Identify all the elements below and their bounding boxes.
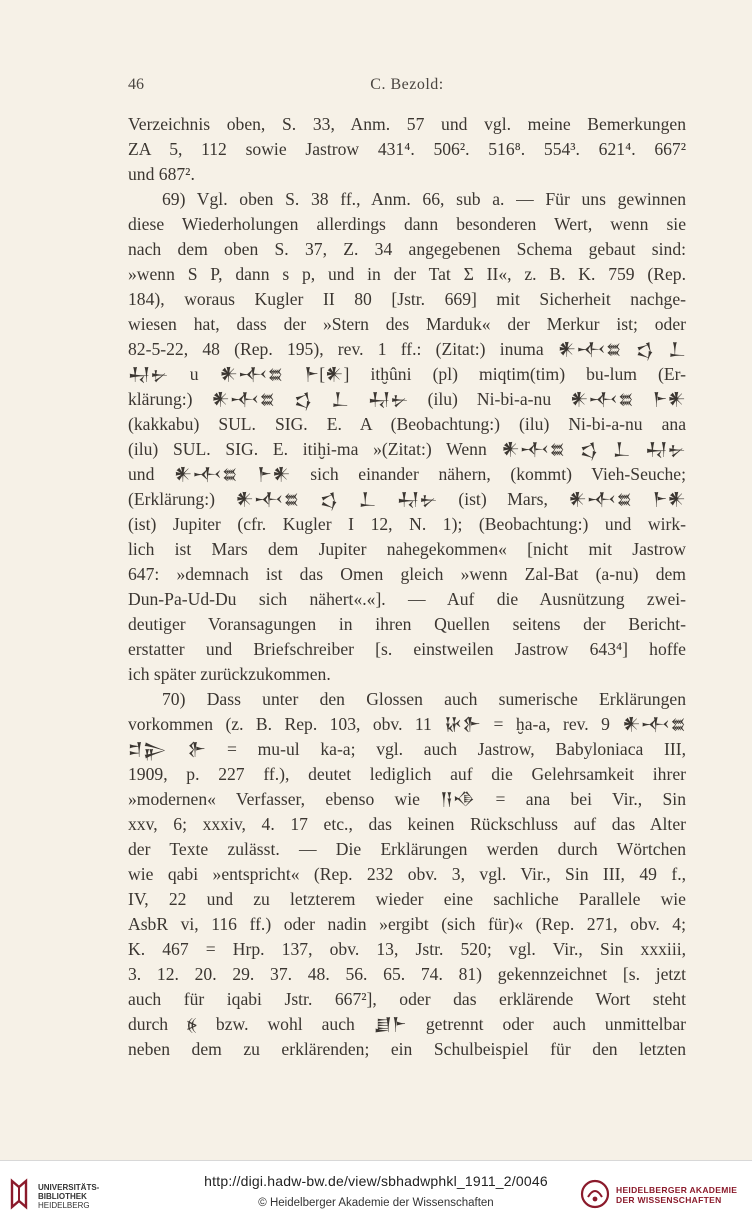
text-line: wie qabi »entspricht« (Rep. 232 obv. 3, vgl. Vir., Sin III, 49 f., xyxy=(128,864,686,884)
text-line: vorkommen (z. B. Rep. 103, obv. 11 𒄩𒉿 = ḫa-a, rev. 9 𒀭𒋾𒊺 xyxy=(128,714,686,734)
text-line: erstatter und Briefschreiber [s. einstweilen Jastrow 643⁴] hoffe xyxy=(128,639,686,659)
text-line: Verzeichnis oben, S. 33, Anm. 57 und vgl. meine Bemerkungen xyxy=(128,114,686,134)
text-line: (ist) Jupiter (cfr. Kugler I 12, N. 1); (Beobachtung:) und wirk- xyxy=(128,514,686,534)
text-line: klärung:) 𒀭𒋾𒊺 𒌓 𒁇 𒄷𒉡 (ilu) Ni-bi-a-nu 𒀭𒋾𒊺 𒈨𒀭 xyxy=(128,389,686,409)
text-line: auch für iqabi Jstr. 667²], oder das erklärende Wort steht xyxy=(128,989,686,1009)
body-text xyxy=(128,112,686,1062)
text-line: 𒄷𒉡 u 𒀭𒋾𒊺 𒈨[𒀭] itḫûni (pl) miqtim(tim) bu-lum (Er- xyxy=(128,364,686,384)
text-line: 3. 12. 20. 29. 37. 48. 56. 65. 74. 81) gekennzeichnet [s. jetzt xyxy=(128,964,686,984)
note-69-start: 69) Vgl. oben S. 38 ff., Anm. 66, sub a. — Für uns gewinnen xyxy=(162,189,686,209)
text-line: wiesen hat, dass der »Stern des Marduk« der Merkur ist; oder xyxy=(128,314,686,334)
text-line: (ilu) SUL. SIG. E. itiḫi-ma »(Zitat:) Wenn 𒀭𒋾𒊺 𒌓 𒁇 𒄷𒉡 xyxy=(128,439,686,459)
text-line: (kakkabu) SUL. SIG. E. A (Beobachtung:) (ilu) Ni-bi-a-nu ana xyxy=(128,414,686,434)
academy-emblem-icon xyxy=(580,1179,610,1209)
text-line: ZA 5, 112 sowie Jastrow 431⁴. 506². 516⁸. 554³. 621⁴. 667² xyxy=(128,139,686,159)
text-line: und 687². xyxy=(128,164,195,184)
note-70-start: 70) Dass unter den Glossen auch sumerische Erklärungen xyxy=(162,689,686,709)
text-line: »wenn S P, dann s p, und in der Tat Σ II«, z. B. K. 759 (Rep. xyxy=(128,264,686,284)
page-number: 46 xyxy=(128,76,144,93)
text-line: ich später zurückzukommen. xyxy=(128,664,331,684)
text-line: 82-5-22, 48 (Rep. 195), rev. 1 ff.: (Zitat:) inuma 𒀭𒋾𒊺 𒌓 𒁇 xyxy=(128,339,686,359)
text-line: diese Wiederholungen allerdings dann besonderen Wert, wenn sie xyxy=(128,214,686,234)
running-head: C. Bezold: xyxy=(370,76,444,93)
permalink-url[interactable]: http://digi.hadw-bw.de/view/sbhadwphkl_1911_2/0046 xyxy=(204,1173,548,1189)
text-line: AsbR vi, 116 ff.) oder nadin »ergibt (sich für)« (Rep. 271, obv. 4; xyxy=(128,914,686,934)
academy-logo[interactable] xyxy=(580,1179,742,1213)
copyright-notice: © Heidelberger Akademie der Wissenschaften xyxy=(258,1197,494,1209)
text-line: nach dem oben S. 37, Z. 34 angegebenen Schema gebaut sind: xyxy=(128,239,686,259)
text-line: (Erklärung:) 𒀭𒋾𒊺 𒌓 𒁇 𒄷𒉡 (ist) Mars, 𒀭𒋾𒊺 𒈨𒀭 xyxy=(128,489,686,509)
text-line: neben dem zu erklärenden; ein Schulbeispiel für den letzten xyxy=(128,1039,686,1059)
text-line: und 𒀭𒋾𒊺 𒈨𒀭 sich einander nähern, (kommt) Vieh-Seuche; xyxy=(128,464,686,484)
text-line: durch ⦕ bzw. wohl auch 𒋗𒈨 getrennt oder auch unmittelbar xyxy=(128,1014,686,1034)
text-line: 1909, p. 227 ff.), deutet lediglich auf die Gelehrsamkeit ihrer xyxy=(128,764,686,784)
text-line: 647: »demnach ist das Omen gleich »wenn Zal-Bat (a-nu) dem xyxy=(128,564,686,584)
text-line: der Texte zulässt. — Die Erklärungen werden durch Wörtchen xyxy=(128,839,686,859)
page-header xyxy=(128,76,686,100)
text-line: K. 467 = Hrp. 137, obv. 13, Jstr. 520; vgl. Vir., Sin xxxiii, xyxy=(128,939,686,959)
text-line: IV, 22 und zu letzterem wieder eine sachliche Parallele wie xyxy=(128,889,686,909)
text-line: 𒄑𒉌 𒉿 = mu-ul ka-a; vgl. auch Jastrow, Babyloniaca III, xyxy=(128,739,686,759)
text-line: xxv, 6; xxxiv, 4. 17 etc., das keinen Rückschluss auf das Alter xyxy=(128,814,686,834)
text-line: »modernen« Verfasser, ebenso wie 𒀀𒈾 = ana bei Vir., Sin xyxy=(128,789,686,809)
text-line: Dun-Pa-Ud-Du sich nähert«.«]. — Auf die Ausnützung zwei- xyxy=(128,589,686,609)
text-line: deutiger Voransagungen in ihren Quellen seitens der Bericht- xyxy=(128,614,686,634)
text-line: lich ist Mars dem Jupiter nahegekommen« [nicht mit Jastrow xyxy=(128,539,686,559)
viewer-footer xyxy=(0,1160,752,1227)
academy-logo-text: HEIDELBERGER AKADEMIE DER WISSENSCHAFTEN xyxy=(616,1185,738,1205)
text-line: 184), woraus Kugler II 80 [Jstr. 669] mit Sicherheit nachge- xyxy=(128,289,686,309)
library-logo-text: UNIVERSITÄTS- BIBLIOTHEK HEIDELBERG xyxy=(38,1183,100,1210)
